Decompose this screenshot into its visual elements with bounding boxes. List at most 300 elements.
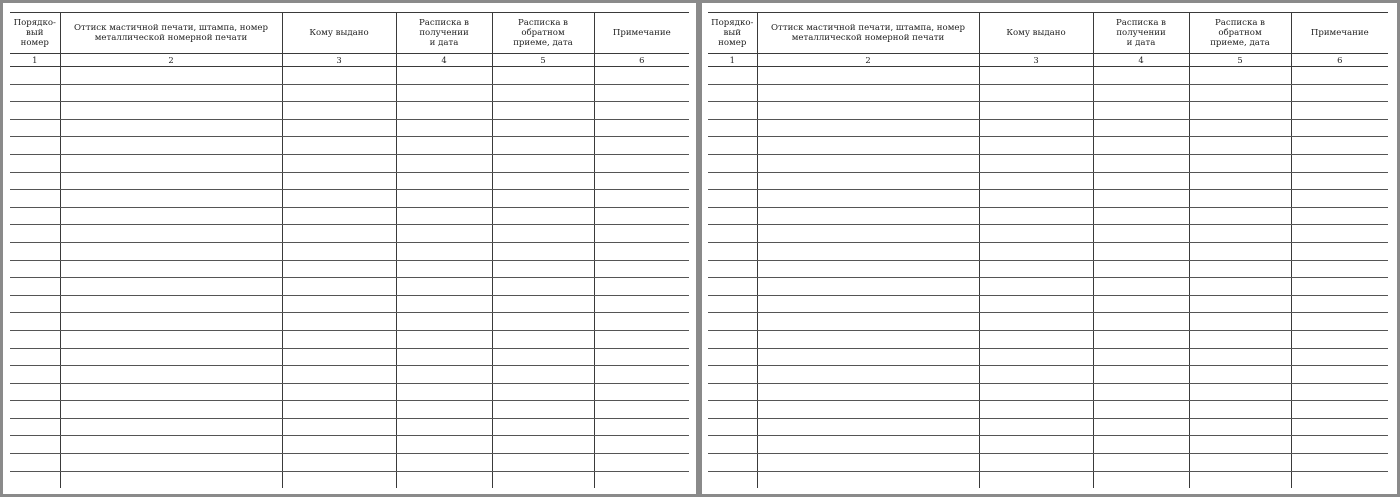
blank-cell[interactable] bbox=[594, 418, 689, 436]
blank-cell[interactable] bbox=[979, 278, 1093, 296]
blank-cell[interactable] bbox=[282, 102, 396, 120]
blank-cell[interactable] bbox=[708, 207, 757, 225]
blank-cell[interactable] bbox=[10, 207, 60, 225]
blank-cell[interactable] bbox=[979, 84, 1093, 102]
blank-cell[interactable] bbox=[1291, 84, 1388, 102]
blank-cell[interactable] bbox=[1093, 383, 1189, 401]
blank-cell[interactable] bbox=[10, 348, 60, 366]
blank-cell[interactable] bbox=[60, 436, 282, 454]
blank-cell[interactable] bbox=[1189, 260, 1291, 278]
blank-cell[interactable] bbox=[60, 313, 282, 331]
blank-cell[interactable] bbox=[757, 471, 979, 488]
blank-cell[interactable] bbox=[1189, 172, 1291, 190]
blank-cell[interactable] bbox=[1093, 330, 1189, 348]
blank-cell[interactable] bbox=[60, 67, 282, 85]
blank-cell[interactable] bbox=[757, 207, 979, 225]
blank-cell[interactable] bbox=[757, 418, 979, 436]
blank-cell[interactable] bbox=[1189, 84, 1291, 102]
blank-cell[interactable] bbox=[757, 436, 979, 454]
blank-cell[interactable] bbox=[1189, 295, 1291, 313]
blank-cell[interactable] bbox=[757, 190, 979, 208]
blank-cell[interactable] bbox=[979, 190, 1093, 208]
blank-cell[interactable] bbox=[1093, 190, 1189, 208]
blank-cell[interactable] bbox=[60, 330, 282, 348]
col-header-note: Примечание bbox=[594, 13, 689, 54]
blank-cell[interactable] bbox=[757, 330, 979, 348]
blank-cell[interactable] bbox=[594, 137, 689, 155]
blank-cell[interactable] bbox=[1093, 242, 1189, 260]
blank-cell[interactable] bbox=[1189, 207, 1291, 225]
blank-cell[interactable] bbox=[492, 383, 594, 401]
blank-cell[interactable] bbox=[757, 348, 979, 366]
blank-cell[interactable] bbox=[10, 471, 60, 488]
blank-cell[interactable] bbox=[282, 313, 396, 331]
blank-cell[interactable] bbox=[492, 295, 594, 313]
blank-cell[interactable] bbox=[1093, 154, 1189, 172]
blank-cell[interactable] bbox=[396, 330, 492, 348]
blank-cell[interactable] bbox=[282, 119, 396, 137]
blank-cell[interactable] bbox=[1189, 190, 1291, 208]
blank-cell[interactable] bbox=[594, 119, 689, 137]
page-left bbox=[3, 3, 696, 494]
blank-cell[interactable] bbox=[492, 366, 594, 384]
blank-cell[interactable] bbox=[757, 84, 979, 102]
col-header-issued-to: Кому выдано bbox=[282, 13, 396, 54]
table-row bbox=[10, 260, 689, 278]
blank-cell[interactable] bbox=[10, 260, 60, 278]
blank-cell[interactable] bbox=[396, 137, 492, 155]
blank-cell[interactable] bbox=[708, 313, 757, 331]
blank-cell[interactable] bbox=[1291, 471, 1388, 488]
blank-cell[interactable] bbox=[1093, 471, 1189, 488]
blank-cell[interactable] bbox=[396, 313, 492, 331]
blank-cell[interactable] bbox=[492, 172, 594, 190]
blank-cell[interactable] bbox=[396, 278, 492, 296]
blank-cell[interactable] bbox=[396, 207, 492, 225]
blank-cell[interactable] bbox=[1189, 154, 1291, 172]
blank-cell[interactable] bbox=[708, 67, 757, 85]
blank-cell[interactable] bbox=[1291, 190, 1388, 208]
blank-cell[interactable] bbox=[396, 242, 492, 260]
blank-cell[interactable] bbox=[282, 242, 396, 260]
blank-cell[interactable] bbox=[979, 225, 1093, 243]
blank-cell[interactable] bbox=[979, 102, 1093, 120]
blank-cell[interactable] bbox=[492, 207, 594, 225]
blank-cell[interactable] bbox=[708, 154, 757, 172]
blank-cell[interactable] bbox=[1291, 330, 1388, 348]
blank-cell[interactable] bbox=[1189, 137, 1291, 155]
blank-cell[interactable] bbox=[60, 102, 282, 120]
blank-cell[interactable] bbox=[757, 225, 979, 243]
blank-cell[interactable] bbox=[492, 190, 594, 208]
blank-cell[interactable] bbox=[60, 401, 282, 419]
blank-cell[interactable] bbox=[1093, 454, 1189, 472]
blank-cell[interactable] bbox=[757, 454, 979, 472]
blank-cell[interactable] bbox=[492, 348, 594, 366]
blank-cell[interactable] bbox=[708, 454, 757, 472]
blank-cell[interactable] bbox=[282, 348, 396, 366]
blank-cell[interactable] bbox=[10, 242, 60, 260]
blank-cell[interactable] bbox=[979, 242, 1093, 260]
blank-cell[interactable] bbox=[282, 172, 396, 190]
blank-cell[interactable] bbox=[282, 154, 396, 172]
blank-cell[interactable] bbox=[708, 366, 757, 384]
blank-cell[interactable] bbox=[979, 67, 1093, 85]
col-header-receipt: Расписка в получении и дата bbox=[1093, 13, 1189, 54]
blank-cell[interactable] bbox=[492, 418, 594, 436]
blank-cell[interactable] bbox=[708, 137, 757, 155]
blank-cell[interactable] bbox=[1093, 207, 1189, 225]
blank-cell[interactable] bbox=[757, 137, 979, 155]
blank-cell[interactable] bbox=[396, 119, 492, 137]
blank-cell[interactable] bbox=[1291, 383, 1388, 401]
blank-cell[interactable] bbox=[492, 278, 594, 296]
blank-cell[interactable] bbox=[492, 154, 594, 172]
blank-cell[interactable] bbox=[708, 172, 757, 190]
blank-cell[interactable] bbox=[757, 278, 979, 296]
blank-cell[interactable] bbox=[594, 313, 689, 331]
blank-cell[interactable] bbox=[396, 225, 492, 243]
blank-cell[interactable] bbox=[396, 295, 492, 313]
blank-cell[interactable] bbox=[1093, 260, 1189, 278]
blank-cell[interactable] bbox=[708, 330, 757, 348]
blank-cell[interactable] bbox=[979, 436, 1093, 454]
blank-cell[interactable] bbox=[1291, 137, 1388, 155]
blank-cell[interactable] bbox=[1189, 366, 1291, 384]
blank-cell[interactable] bbox=[282, 190, 396, 208]
blank-cell[interactable] bbox=[757, 295, 979, 313]
blank-cell[interactable] bbox=[708, 383, 757, 401]
blank-cell[interactable] bbox=[492, 436, 594, 454]
blank-cell[interactable] bbox=[1189, 225, 1291, 243]
blank-cell[interactable] bbox=[1291, 454, 1388, 472]
blank-cell[interactable] bbox=[282, 454, 396, 472]
blank-cell[interactable] bbox=[396, 102, 492, 120]
blank-cell[interactable] bbox=[1093, 436, 1189, 454]
blank-cell[interactable] bbox=[396, 154, 492, 172]
blank-cell[interactable] bbox=[1093, 67, 1189, 85]
blank-cell[interactable] bbox=[60, 207, 282, 225]
blank-cell[interactable] bbox=[60, 119, 282, 137]
blank-cell[interactable] bbox=[979, 330, 1093, 348]
blank-cell[interactable] bbox=[396, 172, 492, 190]
blank-cell[interactable] bbox=[979, 137, 1093, 155]
blank-cell[interactable] bbox=[1189, 454, 1291, 472]
column-number-row bbox=[10, 54, 689, 67]
blank-cell[interactable] bbox=[1189, 436, 1291, 454]
blank-cell[interactable] bbox=[492, 401, 594, 419]
blank-cell[interactable] bbox=[594, 225, 689, 243]
blank-cell[interactable] bbox=[60, 172, 282, 190]
blank-cell[interactable] bbox=[1291, 119, 1388, 137]
blank-cell[interactable] bbox=[282, 471, 396, 488]
blank-cell[interactable] bbox=[282, 330, 396, 348]
blank-cell[interactable] bbox=[10, 154, 60, 172]
blank-cell[interactable] bbox=[1291, 278, 1388, 296]
blank-cell[interactable] bbox=[1291, 348, 1388, 366]
blank-cell[interactable] bbox=[60, 383, 282, 401]
blank-cell[interactable] bbox=[10, 330, 60, 348]
blank-cell[interactable] bbox=[594, 260, 689, 278]
blank-cell[interactable] bbox=[60, 471, 282, 488]
blank-cell[interactable] bbox=[282, 383, 396, 401]
blank-cell[interactable] bbox=[1189, 471, 1291, 488]
blank-cell[interactable] bbox=[396, 418, 492, 436]
blank-cell[interactable] bbox=[10, 366, 60, 384]
blank-cell[interactable] bbox=[1093, 348, 1189, 366]
blank-cell[interactable] bbox=[10, 119, 60, 137]
blank-cell[interactable] bbox=[282, 225, 396, 243]
blank-cell[interactable] bbox=[396, 383, 492, 401]
blank-cell[interactable] bbox=[594, 242, 689, 260]
blank-cell[interactable] bbox=[1189, 278, 1291, 296]
blank-cell[interactable] bbox=[1093, 401, 1189, 419]
blank-cell[interactable] bbox=[396, 84, 492, 102]
blank-cell[interactable] bbox=[1093, 225, 1189, 243]
blank-cell[interactable] bbox=[594, 84, 689, 102]
blank-cell[interactable] bbox=[1291, 207, 1388, 225]
blank-cell[interactable] bbox=[396, 190, 492, 208]
blank-cell[interactable] bbox=[1189, 383, 1291, 401]
blank-cell[interactable] bbox=[10, 84, 60, 102]
blank-cell[interactable] bbox=[594, 172, 689, 190]
blank-cell[interactable] bbox=[282, 207, 396, 225]
blank-cell[interactable] bbox=[1291, 366, 1388, 384]
blank-cell[interactable] bbox=[1189, 348, 1291, 366]
blank-cell[interactable] bbox=[594, 295, 689, 313]
blank-cell[interactable] bbox=[1291, 401, 1388, 419]
blank-cell[interactable] bbox=[757, 102, 979, 120]
blank-cell[interactable] bbox=[10, 418, 60, 436]
blank-cell[interactable] bbox=[594, 383, 689, 401]
blank-cell[interactable] bbox=[757, 383, 979, 401]
blank-cell[interactable] bbox=[492, 242, 594, 260]
blank-cell[interactable] bbox=[10, 225, 60, 243]
blank-cell[interactable] bbox=[10, 401, 60, 419]
blank-cell[interactable] bbox=[60, 154, 282, 172]
blank-cell[interactable] bbox=[757, 119, 979, 137]
blank-cell[interactable] bbox=[396, 436, 492, 454]
blank-cell[interactable] bbox=[10, 383, 60, 401]
blank-cell[interactable] bbox=[282, 436, 396, 454]
blank-cell[interactable] bbox=[10, 172, 60, 190]
blank-cell[interactable] bbox=[10, 102, 60, 120]
blank-cell[interactable] bbox=[60, 190, 282, 208]
blank-cell[interactable] bbox=[1189, 418, 1291, 436]
blank-cell[interactable] bbox=[594, 330, 689, 348]
blank-cell[interactable] bbox=[10, 67, 60, 85]
blank-cell[interactable] bbox=[10, 295, 60, 313]
blank-cell[interactable] bbox=[1093, 366, 1189, 384]
blank-cell[interactable] bbox=[10, 436, 60, 454]
blank-cell[interactable] bbox=[1189, 242, 1291, 260]
blank-cell[interactable] bbox=[708, 278, 757, 296]
blank-cell[interactable] bbox=[1291, 102, 1388, 120]
blank-cell[interactable] bbox=[757, 260, 979, 278]
blank-cell[interactable] bbox=[979, 172, 1093, 190]
col-number-6: 6 bbox=[594, 54, 689, 67]
blank-cell[interactable] bbox=[1291, 313, 1388, 331]
blank-cell[interactable] bbox=[60, 454, 282, 472]
blank-cell[interactable] bbox=[1291, 260, 1388, 278]
blank-cell[interactable] bbox=[594, 190, 689, 208]
blank-cell[interactable] bbox=[594, 102, 689, 120]
table-row bbox=[10, 278, 689, 296]
blank-cell[interactable] bbox=[594, 67, 689, 85]
blank-cell[interactable] bbox=[282, 418, 396, 436]
blank-cell[interactable] bbox=[1093, 313, 1189, 331]
blank-cell[interactable] bbox=[708, 471, 757, 488]
blank-cell[interactable] bbox=[396, 366, 492, 384]
blank-cell[interactable] bbox=[708, 401, 757, 419]
blank-cell[interactable] bbox=[594, 401, 689, 419]
blank-cell[interactable] bbox=[396, 401, 492, 419]
blank-cell[interactable] bbox=[492, 225, 594, 243]
blank-cell[interactable] bbox=[1291, 225, 1388, 243]
blank-cell[interactable] bbox=[396, 67, 492, 85]
blank-cell[interactable] bbox=[492, 330, 594, 348]
blank-cell[interactable] bbox=[1093, 102, 1189, 120]
blank-cell[interactable] bbox=[1093, 137, 1189, 155]
blank-cell[interactable] bbox=[1291, 295, 1388, 313]
blank-cell[interactable] bbox=[282, 401, 396, 419]
blank-cell[interactable] bbox=[757, 242, 979, 260]
blank-cell[interactable] bbox=[979, 366, 1093, 384]
blank-cell[interactable] bbox=[492, 84, 594, 102]
blank-cell[interactable] bbox=[594, 154, 689, 172]
blank-cell[interactable] bbox=[979, 313, 1093, 331]
blank-cell[interactable] bbox=[60, 278, 282, 296]
blank-cell[interactable] bbox=[979, 454, 1093, 472]
blank-cell[interactable] bbox=[282, 67, 396, 85]
blank-cell[interactable] bbox=[979, 119, 1093, 137]
blank-cell[interactable] bbox=[10, 313, 60, 331]
blank-cell[interactable] bbox=[1093, 418, 1189, 436]
blank-cell[interactable] bbox=[979, 154, 1093, 172]
blank-cell[interactable] bbox=[492, 313, 594, 331]
blank-cell[interactable] bbox=[708, 242, 757, 260]
blank-cell[interactable] bbox=[60, 260, 282, 278]
column-number-row bbox=[708, 54, 1388, 67]
blank-cell[interactable] bbox=[492, 137, 594, 155]
blank-cell[interactable] bbox=[282, 84, 396, 102]
blank-cell[interactable] bbox=[60, 137, 282, 155]
blank-cell[interactable] bbox=[1189, 119, 1291, 137]
blank-cell[interactable] bbox=[492, 119, 594, 137]
blank-cell[interactable] bbox=[492, 454, 594, 472]
blank-cell[interactable] bbox=[396, 348, 492, 366]
blank-cell[interactable] bbox=[396, 260, 492, 278]
blank-cell[interactable] bbox=[282, 295, 396, 313]
blank-cell[interactable] bbox=[979, 295, 1093, 313]
blank-cell[interactable] bbox=[708, 295, 757, 313]
blank-cell[interactable] bbox=[594, 366, 689, 384]
blank-cell[interactable] bbox=[708, 190, 757, 208]
blank-cell[interactable] bbox=[979, 260, 1093, 278]
blank-cell[interactable] bbox=[594, 348, 689, 366]
blank-cell[interactable] bbox=[396, 471, 492, 488]
blank-cell[interactable] bbox=[757, 172, 979, 190]
blank-cell[interactable] bbox=[757, 67, 979, 85]
blank-cell[interactable] bbox=[708, 225, 757, 243]
blank-cell[interactable] bbox=[10, 454, 60, 472]
blank-cell[interactable] bbox=[757, 313, 979, 331]
header-row bbox=[10, 13, 689, 54]
blank-cell[interactable] bbox=[1189, 67, 1291, 85]
blank-cell[interactable] bbox=[1189, 313, 1291, 331]
blank-cell[interactable] bbox=[1291, 418, 1388, 436]
blank-cell[interactable] bbox=[492, 260, 594, 278]
blank-cell[interactable] bbox=[594, 207, 689, 225]
blank-cell[interactable] bbox=[979, 383, 1093, 401]
blank-cell[interactable] bbox=[979, 401, 1093, 419]
blank-cell[interactable] bbox=[282, 278, 396, 296]
blank-cell[interactable] bbox=[1093, 84, 1189, 102]
blank-cell[interactable] bbox=[492, 471, 594, 488]
blank-cell[interactable] bbox=[757, 154, 979, 172]
blank-cell[interactable] bbox=[1093, 278, 1189, 296]
blank-cell[interactable] bbox=[282, 260, 396, 278]
blank-cell[interactable] bbox=[1189, 102, 1291, 120]
blank-cell[interactable] bbox=[1291, 67, 1388, 85]
blank-cell[interactable] bbox=[757, 401, 979, 419]
blank-cell[interactable] bbox=[594, 436, 689, 454]
blank-cell[interactable] bbox=[60, 84, 282, 102]
table-row bbox=[708, 295, 1388, 313]
blank-cell[interactable] bbox=[60, 366, 282, 384]
blank-cell[interactable] bbox=[60, 225, 282, 243]
blank-cell[interactable] bbox=[1189, 330, 1291, 348]
table-row bbox=[708, 154, 1388, 172]
blank-cell[interactable] bbox=[708, 348, 757, 366]
blank-cell[interactable] bbox=[979, 471, 1093, 488]
blank-cell[interactable] bbox=[979, 348, 1093, 366]
blank-cell[interactable] bbox=[708, 418, 757, 436]
blank-cell[interactable] bbox=[492, 102, 594, 120]
blank-cell[interactable] bbox=[979, 207, 1093, 225]
blank-cell[interactable] bbox=[1291, 154, 1388, 172]
blank-cell[interactable] bbox=[60, 418, 282, 436]
blank-cell[interactable] bbox=[1189, 401, 1291, 419]
blank-cell[interactable] bbox=[282, 137, 396, 155]
blank-cell[interactable] bbox=[1291, 436, 1388, 454]
blank-cell[interactable] bbox=[594, 471, 689, 488]
blank-cell[interactable] bbox=[1093, 119, 1189, 137]
blank-cell[interactable] bbox=[1093, 172, 1189, 190]
blank-cell[interactable] bbox=[1093, 295, 1189, 313]
blank-cell[interactable] bbox=[594, 454, 689, 472]
blank-cell[interactable] bbox=[979, 418, 1093, 436]
blank-cell[interactable] bbox=[708, 119, 757, 137]
blank-cell[interactable] bbox=[1291, 242, 1388, 260]
blank-cell[interactable] bbox=[708, 102, 757, 120]
blank-cell[interactable] bbox=[10, 278, 60, 296]
blank-cell[interactable] bbox=[492, 67, 594, 85]
blank-cell[interactable] bbox=[60, 295, 282, 313]
blank-cell[interactable] bbox=[10, 190, 60, 208]
blank-cell[interactable] bbox=[1291, 172, 1388, 190]
blank-cell[interactable] bbox=[708, 84, 757, 102]
blank-cell[interactable] bbox=[396, 454, 492, 472]
blank-cell[interactable] bbox=[757, 366, 979, 384]
blank-cell[interactable] bbox=[60, 242, 282, 260]
blank-cell[interactable] bbox=[708, 260, 757, 278]
blank-cell[interactable] bbox=[594, 278, 689, 296]
blank-cell[interactable] bbox=[60, 348, 282, 366]
blank-cell[interactable] bbox=[10, 137, 60, 155]
blank-cell[interactable] bbox=[282, 366, 396, 384]
blank-cell[interactable] bbox=[708, 436, 757, 454]
